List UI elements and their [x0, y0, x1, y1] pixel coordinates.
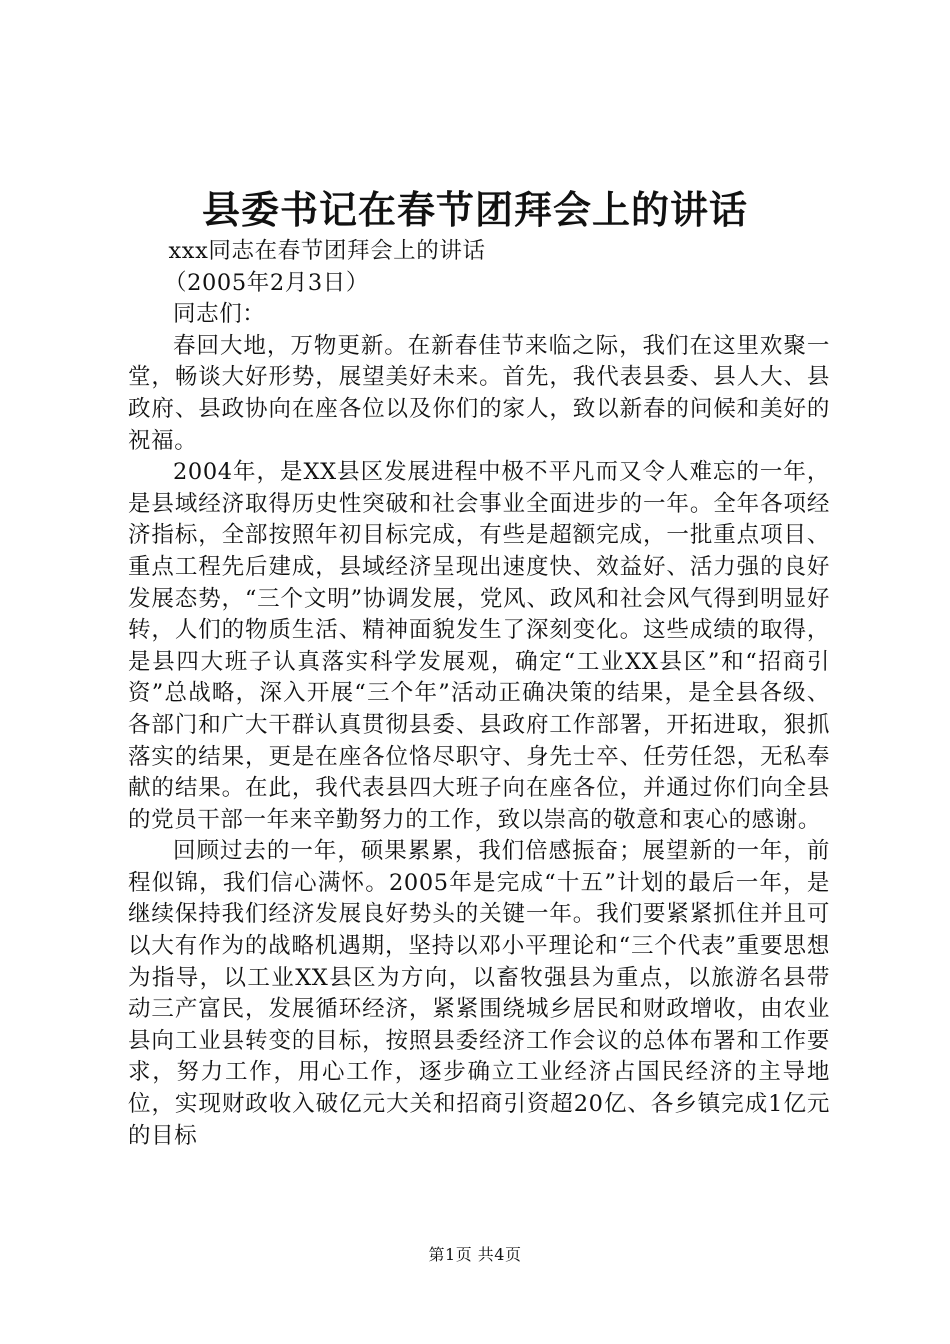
body-paragraph-2: 2004年，是XX县区发展进程中极不平凡而又令人难忘的一年，是县域经济取得历史性突破和社会事业全面进步的一年。全年各项经济指标，全部按照年初目标完成，有些是超额完成，一批重点项目、重点工程先后建成，县域经济呈现出速度快、效益好、活力强的良好发展态势，“三个文明”协调发展，党风、政风和社会风气得到明显好转，人们的物质生活、精神面貌发生了深刻变化。这些成绩的取得，是县四大班子认真落实科学发展观，确定“工业XX县区”和“招商引资”总战略，深入开展“三个年”活动正确决策的结果，是全县各级、各部门和广大干群认真贯彻县委、县政府工作部署，开拓进取，狠抓落实的结果，更是在座各位恪尽职守、身先士卒、任劳任怨，无私奉献的结果。在此，我代表县四大班子向在座各位，并通过你们向全县的党员干部一年来辛勤努力的工作，致以崇高的敬意和衷心的感谢。 [128, 459, 830, 833]
body-paragraph-3: 回顾过去的一年，硕果累累，我们倍感振奋；展望新的一年，前程似锦，我们信心满怀。2005年是完成“十五”计划的最后一年，是继续保持我们经济发展良好势头的关键一年。我们要紧紧抓住并且可以大有作为的战略机遇期，坚持以邓小平理论和“三个代表”重要思想为指导，以工业XX县区为方向，以畜牧强县为重点，以旅游名县带动三产富民，发展循环经济，紧紧围绕城乡居民和财政增收，由农业县向工业县转变的目标，按照县委经济工作会议的总体布署和工作要求，努力工作，用心工作，逐步确立工业经济占国民经济的主导地位，实现财政收入破亿元大关和招商引资超20亿、各乡镇完成1亿元的目标 [128, 838, 830, 1149]
document-body [128, 236, 830, 1152]
date-line: （2005年2月3日） [164, 269, 369, 296]
body-paragraph-1: 春回大地，万物更新。在新春佳节来临之际，我们在这里欢聚一堂，畅谈大好形势，展望美好未来。首先，我代表县委、县人大、县政府、县政协向在座各位以及你们的家人，致以新春的问候和美好的祝福。 [128, 332, 830, 454]
salutation-line: 同志们： [173, 301, 266, 328]
page-number-footer: 第1页 共4页 [428, 1245, 522, 1264]
subtitle-line: xxx同志在春节团拜会上的讲话 [168, 238, 486, 264]
document-title: 县委书记在春节团拜会上的讲话 [201, 187, 748, 232]
